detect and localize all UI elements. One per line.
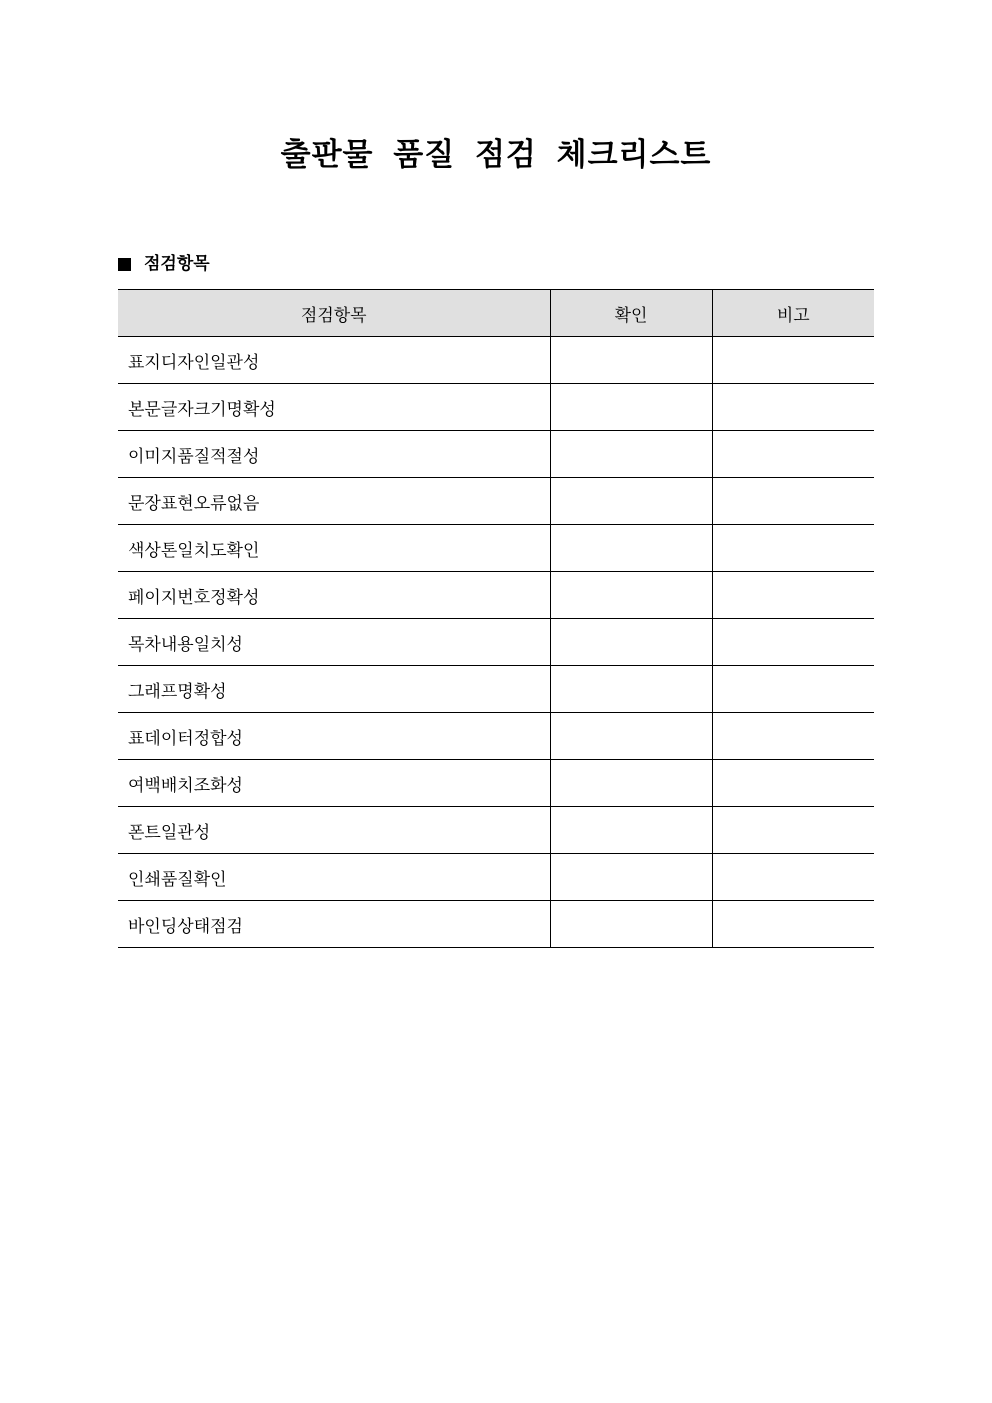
note-cell[interactable]: [712, 807, 874, 854]
note-cell[interactable]: [712, 854, 874, 901]
table-row: [118, 337, 874, 384]
item-cell: 바인딩상태점검: [118, 901, 550, 948]
check-cell[interactable]: [550, 337, 712, 384]
table-row: [118, 619, 874, 666]
note-cell[interactable]: [712, 384, 874, 431]
check-cell[interactable]: [550, 431, 712, 478]
item-cell: 본문글자크기명확성: [118, 384, 550, 431]
table-row: [118, 384, 874, 431]
header-item: 점검항목: [118, 290, 550, 337]
table-row: [118, 572, 874, 619]
header-note: 비고: [712, 290, 874, 337]
note-cell[interactable]: [712, 713, 874, 760]
note-cell[interactable]: [712, 572, 874, 619]
page-title: 출판물 품질 점검 체크리스트: [280, 137, 712, 173]
section-heading: [118, 252, 210, 276]
item-cell: 페이지번호정확성: [118, 572, 550, 619]
table-row: [118, 713, 874, 760]
note-cell[interactable]: [712, 901, 874, 948]
header-check: 확인: [550, 290, 712, 337]
note-cell[interactable]: [712, 431, 874, 478]
table-row: [118, 760, 874, 807]
checklist-table: [118, 289, 874, 948]
square-bullet-icon: [118, 258, 131, 271]
item-cell: 표데이터정합성: [118, 713, 550, 760]
check-cell[interactable]: [550, 619, 712, 666]
table-body: [118, 337, 874, 948]
check-cell[interactable]: [550, 713, 712, 760]
item-cell: 문장표현오류없음: [118, 478, 550, 525]
check-cell[interactable]: [550, 760, 712, 807]
note-cell[interactable]: [712, 525, 874, 572]
item-cell: 여백배치조화성: [118, 760, 550, 807]
table-header-row: [118, 290, 874, 337]
table-row: [118, 431, 874, 478]
item-cell: 색상톤일치도확인: [118, 525, 550, 572]
check-cell[interactable]: [550, 901, 712, 948]
table-row: [118, 854, 874, 901]
check-cell[interactable]: [550, 384, 712, 431]
check-cell[interactable]: [550, 666, 712, 713]
item-cell: 그래프명확성: [118, 666, 550, 713]
note-cell[interactable]: [712, 666, 874, 713]
table-row: [118, 807, 874, 854]
item-cell: 목차내용일치성: [118, 619, 550, 666]
table-row: [118, 478, 874, 525]
item-cell: 이미지품질적절성: [118, 431, 550, 478]
note-cell[interactable]: [712, 619, 874, 666]
section-heading-label: 점검항목: [144, 254, 210, 274]
item-cell: 표지디자인일관성: [118, 337, 550, 384]
check-cell[interactable]: [550, 807, 712, 854]
table-row: [118, 666, 874, 713]
table-row: [118, 525, 874, 572]
item-cell: 폰트일관성: [118, 807, 550, 854]
item-cell: 인쇄품질확인: [118, 854, 550, 901]
check-cell[interactable]: [550, 525, 712, 572]
check-cell[interactable]: [550, 478, 712, 525]
table-row: [118, 901, 874, 948]
check-cell[interactable]: [550, 854, 712, 901]
check-cell[interactable]: [550, 572, 712, 619]
note-cell[interactable]: [712, 478, 874, 525]
note-cell[interactable]: [712, 760, 874, 807]
note-cell[interactable]: [712, 337, 874, 384]
